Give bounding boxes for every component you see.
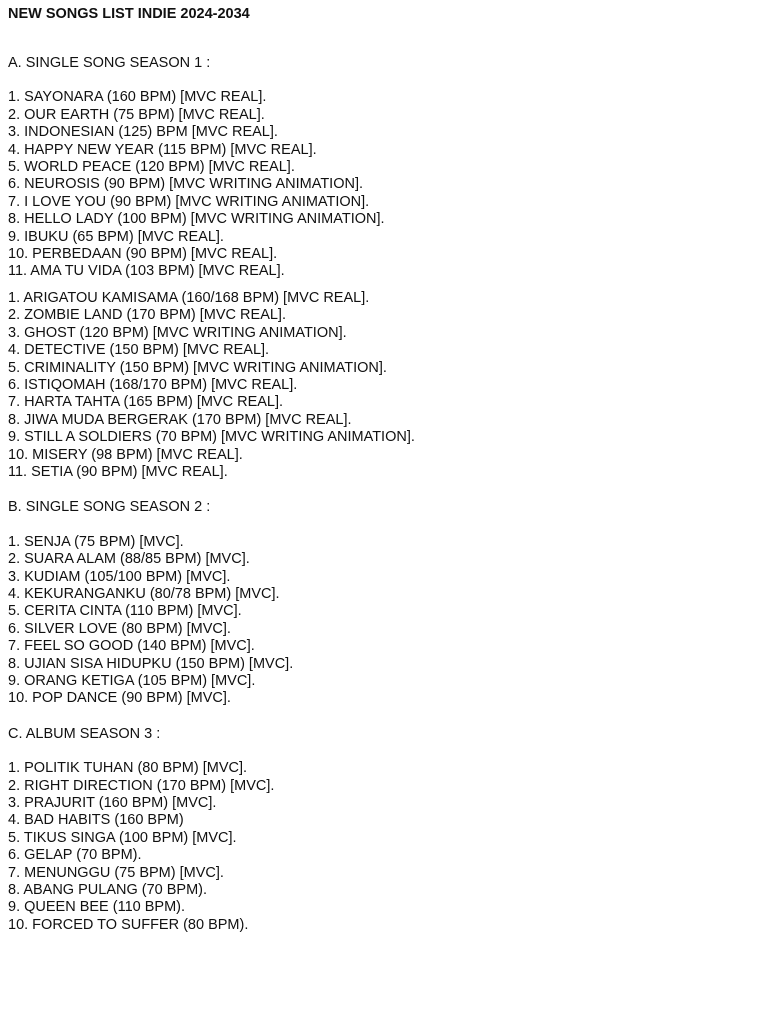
spacer (8, 517, 760, 534)
section-a-list-1 (8, 89, 760, 280)
section-c-list (8, 760, 760, 934)
list-item: 11. AMA TU VIDA (103 BPM) [MVC REAL]. (8, 263, 285, 280)
section-c (8, 726, 760, 934)
section-a-heading: A. SINGLE SONG SEASON 1 : (8, 55, 211, 71)
list-item: 3. KUDIAM (105/100 BPM) [MVC]. (8, 568, 231, 585)
list-item: 1. POLITIK TUHAN (80 BPM) [MVC]. (8, 760, 248, 777)
list-item: 7. FEEL SO GOOD (140 BPM) [MVC]. (8, 638, 255, 655)
section-b-list (8, 534, 760, 708)
list-item: 10. PERBEDAAN (90 BPM) [MVC REAL]. (8, 246, 278, 263)
document-body (8, 5, 760, 934)
list-item: 8. JIWA MUDA BERGERAK (170 BPM) [MVC REAL]. (8, 411, 352, 428)
spacer (8, 281, 760, 290)
spacer (8, 23, 760, 55)
list-item: 7. MENUNGGU (75 BPM) [MVC]. (8, 864, 224, 881)
section-b (8, 499, 760, 707)
list-item: 6. SILVER LOVE (80 BPM) [MVC]. (8, 620, 231, 637)
list-item: 5. WORLD PEACE (120 BPM) [MVC REAL]. (8, 159, 295, 176)
list-item: 4. HAPPY NEW YEAR (115 BPM) [MVC REAL]. (8, 141, 317, 158)
list-item: 1. ARIGATOU KAMISAMA (160/168 BPM) [MVC REAL]. (8, 289, 370, 306)
list-item: 4. DETECTIVE (150 BPM) [MVC REAL]. (8, 342, 270, 359)
list-item: 8. HELLO LADY (100 BPM) [MVC WRITING ANIMATION]. (8, 211, 385, 228)
list-item: 2. ZOMBIE LAND (170 BPM) [MVC REAL]. (8, 307, 286, 324)
spacer (8, 72, 760, 89)
section-a-list-2 (8, 290, 760, 481)
list-item: 2. RIGHT DIRECTION (170 BPM) [MVC]. (8, 777, 275, 794)
list-item: 10. POP DANCE (90 BPM) [MVC]. (8, 690, 231, 707)
list-item: 3. INDONESIAN (125) BPM [MVC REAL]. (8, 124, 278, 141)
list-item: 9. QUEEN BEE (110 BPM). (8, 899, 186, 916)
spacer (8, 708, 760, 726)
list-item: 1. SAYONARA (160 BPM) [MVC REAL]. (8, 89, 267, 106)
list-item: 9. ORANG KETIGA (105 BPM) [MVC]. (8, 673, 256, 689)
list-item: 6. GELAP (70 BPM). (8, 847, 142, 864)
list-item: 4. KEKURANGANKU (80/78 BPM) [MVC]. (8, 585, 280, 602)
list-item: 4. BAD HABITS (160 BPM) (8, 812, 184, 829)
list-item: 3. GHOST (120 BPM) [MVC WRITING ANIMATION]. (8, 324, 347, 341)
list-item: 5. TIKUS SINGA (100 BPM) [MVC]. (8, 829, 237, 846)
list-item: 6. ISTIQOMAH (168/170 BPM) [MVC REAL]. (8, 376, 298, 393)
list-item: 8. ABANG PULANG (70 BPM). (8, 882, 208, 899)
list-item: 6. NEUROSIS (90 BPM) [MVC WRITING ANIMATION]. (8, 176, 364, 193)
section-a (8, 55, 760, 481)
document-title: NEW SONGS LIST INDIE 2024-2034 (8, 6, 250, 22)
spacer (8, 481, 760, 499)
list-item: 8. UJIAN SISA HIDUPKU (150 BPM) [MVC]. (8, 655, 294, 672)
spacer (8, 743, 760, 760)
list-item: 9. IBUKU (65 BPM) [MVC REAL]. (8, 228, 224, 245)
list-item: 1. SENJA (75 BPM) [MVC]. (8, 533, 184, 550)
section-b-heading: B. SINGLE SONG SEASON 2 : (8, 499, 211, 516)
list-item: 5. CERITA CINTA (110 BPM) [MVC]. (8, 603, 242, 620)
list-item: 3. PRAJURIT (160 BPM) [MVC]. (8, 795, 217, 812)
list-item: 7. HARTA TAHTA (165 BPM) [MVC REAL]. (8, 394, 284, 411)
section-c-heading: C. ALBUM SEASON 3 : (8, 725, 161, 742)
list-item: 2. SUARA ALAM (88/85 BPM) [MVC]. (8, 551, 250, 568)
list-item: 11. SETIA (90 BPM) [MVC REAL]. (8, 463, 228, 480)
list-item: 2. OUR EARTH (75 BPM) [MVC REAL]. (8, 106, 265, 123)
list-item: 10. MISERY (98 BPM) [MVC REAL]. (8, 446, 243, 463)
list-item: 7. I LOVE YOU (90 BPM) [MVC WRITING ANIMATION]. (8, 193, 370, 210)
list-item: 10. FORCED TO SUFFER (80 BPM). (8, 916, 249, 933)
list-item: 9. STILL A SOLDIERS (70 BPM) [MVC WRITING ANIMATION]. (8, 429, 415, 446)
list-item: 5. CRIMINALITY (150 BPM) [MVC WRITING ANIMATION]. (8, 359, 387, 376)
